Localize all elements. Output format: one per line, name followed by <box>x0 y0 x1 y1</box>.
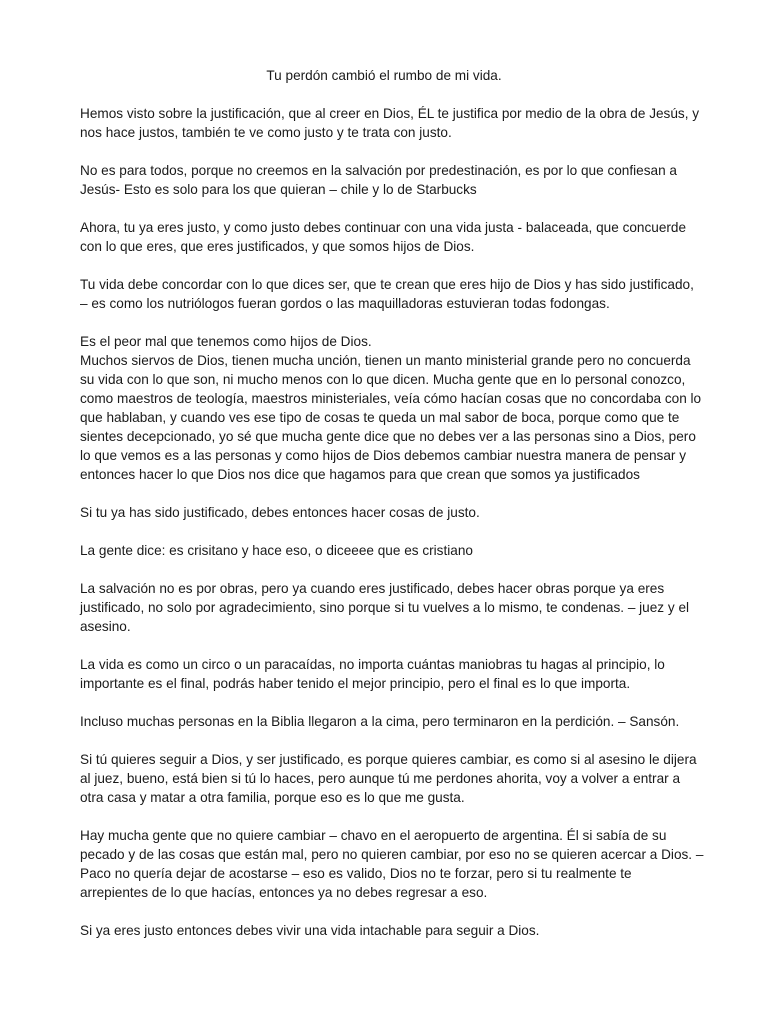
paragraph-line: Paco no quería dejar de acostarse – eso es valido, Dios no te forzar, pero si tu realmente te <box>80 866 632 881</box>
paragraph-line: La salvación no es por obras, pero ya cuando eres justificado, debes hacer obras porque ya eres <box>80 581 665 596</box>
paragraph-line: al juez, bueno, está bien si tú lo haces, pero aunque tú me perdones ahorita, voy a volver a entrar a <box>80 771 681 786</box>
paragraph-line: La gente dice: es crisitano y hace eso, o diceeee que es cristiano <box>80 543 473 558</box>
paragraph <box>80 541 708 560</box>
paragraph-line: Hay mucha gente que no quiere cambiar – chavo en el aeropuerto de argentina. Él si sabía de su <box>80 828 667 843</box>
paragraph-line: con lo que eres, que eres justificados, y que somos hijos de Dios. <box>80 239 475 254</box>
paragraph-line: Jesús- Esto es solo para los que quieran – chile y lo de Starbucks <box>80 182 477 197</box>
paragraph-line: – es como los nutriólogos fueran gordos o las maquilladoras estuvieran todas fodongas. <box>80 296 610 311</box>
paragraph-line: lo que vemos es a las personas y como hijos de Dios debemos cambiar nuestra manera de pensar y <box>80 448 686 463</box>
paragraph-line: La vida es como un circo o un paracaídas, no importa cuántas maniobras tu hagas al principio, lo <box>80 657 665 672</box>
paragraph-line: importante es el final, podrás haber tenido el mejor principio, pero el final es lo que importa. <box>80 676 631 691</box>
paragraph <box>80 351 708 484</box>
paragraph <box>80 750 708 807</box>
document-body <box>80 104 708 940</box>
paragraph-line: su vida con lo que son, ni mucho menos con lo que dicen. Mucha gente que en lo personal conozco, <box>80 372 686 387</box>
paragraph <box>80 921 708 940</box>
paragraph-line: Si tú quieres seguir a Dios, y ser justificado, es porque quieres cambiar, es como si al asesino le dijera <box>80 752 697 767</box>
paragraph <box>80 579 708 636</box>
paragraph-line: Ahora, tu ya eres justo, y como justo debes continuar con una vida justa - balaceada, que concuerde <box>80 220 687 235</box>
paragraph-line: como maestros de teología, maestros ministeriales, veía cómo hacían cosas que no concordaba con lo <box>80 391 702 406</box>
paragraph-line: otra casa y matar a otra familia, porque eso es lo que me gusta. <box>80 790 465 805</box>
paragraph <box>80 655 708 693</box>
paragraph-line: nos hace justos, también te ve como justo y te trata con justo. <box>80 125 452 140</box>
paragraph-line: entonces hacer lo que Dios nos dice que hagamos para que crean que somos ya justificados <box>80 467 640 482</box>
paragraph-line: Tu vida debe concordar con lo que dices ser, que te crean que eres hijo de Dios y has sido justificado, <box>80 277 694 292</box>
paragraph-line: que hablaban, y cuando ves ese tipo de cosas te queda un mal sabor de boca, porque como que te <box>80 410 680 425</box>
paragraph <box>80 503 708 522</box>
paragraph <box>80 332 708 351</box>
paragraph <box>80 712 708 731</box>
paragraph <box>80 826 708 902</box>
paragraph-line: arrepientes de lo que hacías, entonces ya no debes regresar a eso. <box>80 885 488 900</box>
paragraph-line: Incluso muchas personas en la Biblia llegaron a la cima, pero terminaron en la perdición. – Sansón. <box>80 714 680 729</box>
paragraph-line: Muchos siervos de Dios, tienen mucha unción, tienen un manto ministerial grande pero no concuerda <box>80 353 691 368</box>
paragraph-line: No es para todos, porque no creemos en la salvación por predestinación, es por lo que confiesan a <box>80 163 677 178</box>
paragraph-line: asesino. <box>80 619 131 634</box>
paragraph-line: pecado y de las cosas que están mal, pero no quieren cambiar, por eso no se quieren acercar a Dios. – <box>80 847 704 862</box>
paragraph-line: Si ya eres justo entonces debes vivir una vida intachable para seguir a Dios. <box>80 923 540 938</box>
paragraph-line: Es el peor mal que tenemos como hijos de Dios. <box>80 334 372 349</box>
paragraph <box>80 275 708 313</box>
paragraph-line: justificado, no solo por agradecimiento, sino porque si tu vuelves a lo mismo, te condenas. – juez y el <box>80 600 690 615</box>
document-title: Tu perdón cambió el rumbo de mi vida. <box>266 68 502 83</box>
paragraph-line: Hemos visto sobre la justificación, que al creer en Dios, ÉL te justifica por medio de la obra de Jesús, y <box>80 106 700 121</box>
paragraph <box>80 161 708 199</box>
paragraph <box>80 218 708 256</box>
paragraph <box>80 104 708 142</box>
paragraph-line: sientes decepcionado, yo sé que mucha gente dice que no debes ver a las personas sino a Dios, pero <box>80 429 696 444</box>
paragraph-line: Si tu ya has sido justificado, debes entonces hacer cosas de justo. <box>80 505 480 520</box>
